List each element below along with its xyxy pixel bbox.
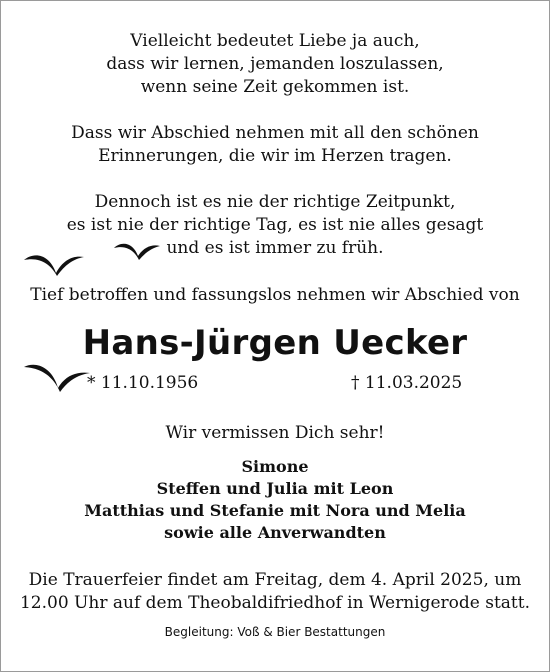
death-date: † 11.03.2025 [351,373,463,393]
poem-line: Erinnerungen, die wir im Herzen tragen. [98,146,452,166]
birth-date: * 11.10.1956 [87,373,199,393]
bird-icon [23,249,85,277]
bird-icon [23,359,91,393]
poem-line: es ist nie der richtige Tag, es ist nie alles gesagt [66,215,484,235]
poem-line: wenn seine Zeit gekommen ist. [140,77,410,97]
poem-line: dass wir lernen, jemanden loszulassen, [106,54,444,74]
poem-line: und es ist immer zu früh. [166,238,384,258]
service-line: 12.00 Uhr auf dem Theobaldifriedhof in Wernigerode statt. [19,593,531,613]
bird-icon [113,239,161,261]
service-line: Die Trauerfeier findet am Freitag, dem 4. April 2025, um [28,570,522,590]
deceased-name: Hans-Jürgen Uecker [82,323,468,363]
mourner-line: Matthias und Stefanie mit Nora und Melia [84,501,466,520]
poem-line: Dass wir Abschied nehmen mit all den schönen [71,123,479,143]
mourner-line: Simone [241,457,309,476]
poem-line: Vielleicht bedeutet Liebe ja auch, [130,31,420,51]
farewell-intro: Tief betroffen und fassungslos nehmen wir Abschied von [30,285,520,305]
poem-line: Dennoch ist es nie der richtige Zeitpunkt, [94,192,456,212]
message-line: Wir vermissen Dich sehr! [165,423,385,443]
mourner-line: Steffen und Julia mit Leon [156,479,394,498]
mourner-line: sowie alle Anverwandten [164,523,386,542]
undertaker-credit: Begleitung: Voß & Bier Bestattungen [164,625,386,639]
